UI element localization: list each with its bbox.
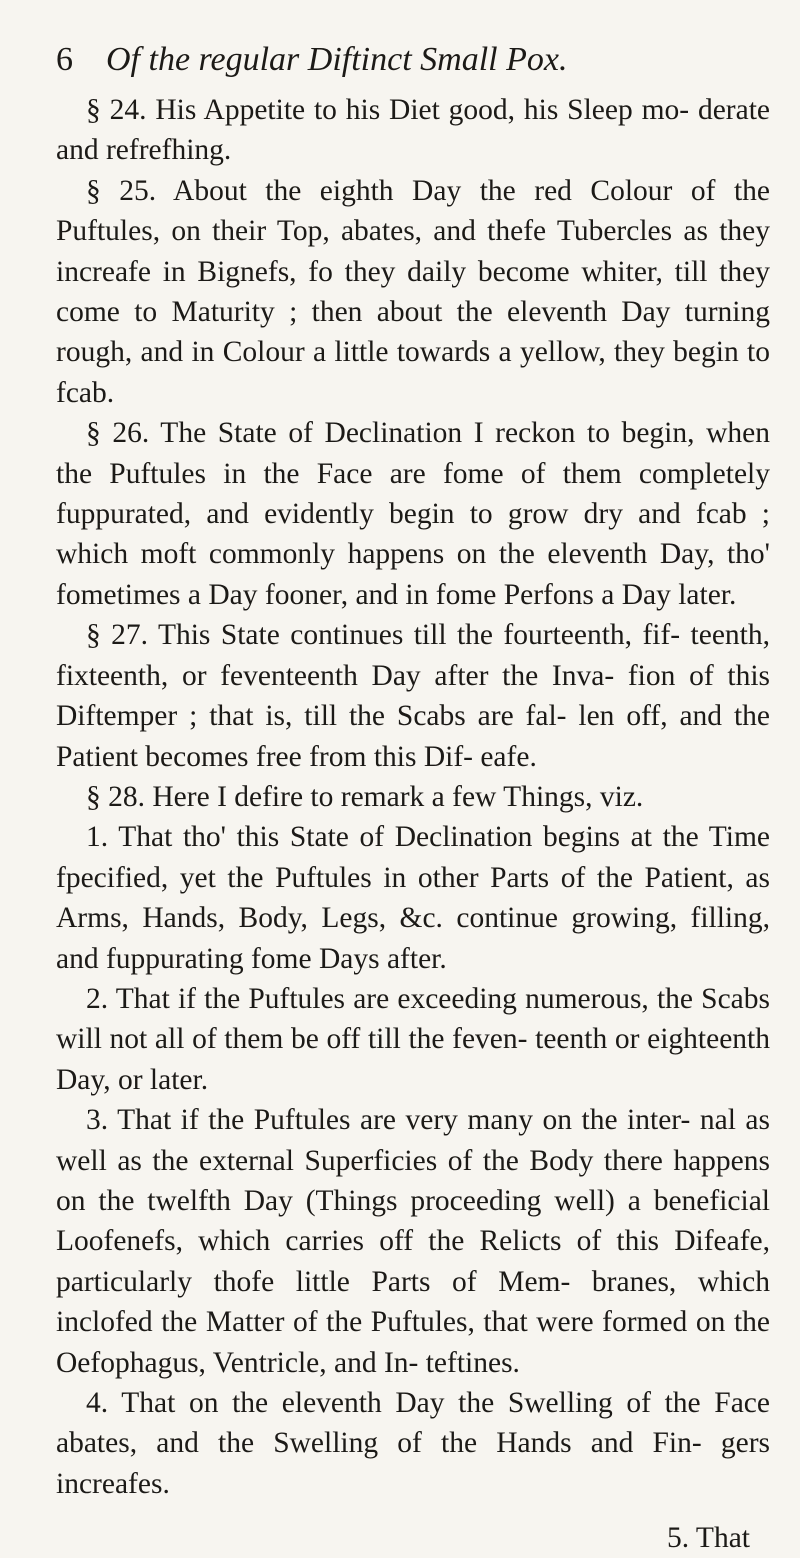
- catchword: 5. That: [666, 1522, 750, 1555]
- remark-4: 4. That on the eleventh Day the Swelling of the Face abates, and the Swelling of the Hands and Fin- gers increafes.: [56, 1387, 770, 1500]
- remark-1: 1. That tho' this State of Declination begins at the Time fpecified, yet the Puftules in other Parts of the Patient, as Arms, Hands, Body, Legs, &c. continue growing, filling, and fuppurating fome Days after.: [56, 821, 770, 975]
- paragraph-28: § 28. Here I defire to remark a few Things, viz.: [86, 780, 644, 813]
- running-header: [56, 38, 770, 82]
- running-title: Of the regular Diftinct Small Pox.: [106, 41, 568, 78]
- remark-2: 2. That if the Puftules are exceeding numerous, the Scabs will not all of them be off till the feven- teenth or eighteenth Day, or later.: [56, 982, 770, 1096]
- remark-3: 3. That if the Puftules are very many on the inter- nal as well as the external Superficies of the Body there happens on the twelfth Day (Things proceeding well) a beneficial Loofenefs, which carries off the Relicts of this Difeafe, particularly thofe little Parts of Mem- branes, which inclofed the Matter of the Puftules, that were formed on the Oefophagus, Ventricle, and In- teftines.: [56, 1104, 770, 1379]
- paragraph-25: § 25. About the eighth Day the red Colour of the Puftules, on their Top, abates, and thefe Tubercles as they increafe in Bignefs, fo they daily become whiter, till they come to Maturity ; then about the eleventh Day turning rough, and in Colour a little towards a yellow, they begin to fcab.: [56, 174, 770, 409]
- body-text: [56, 90, 770, 1504]
- paragraph-26: § 26. The State of Declination I reckon to begin, when the Puftules in the Face are fome of them completely fuppurated, and evidently begin to grow dry and fcab ; which moft commonly happens on the eleventh Day, tho' fometimes a Day fooner, and in fome Perfons a Day later.: [56, 417, 770, 611]
- page-number: 6: [56, 41, 73, 78]
- paragraph-24: § 24. His Appetite to his Diet good, his Sleep mo- derate and refrefhing.: [56, 94, 770, 167]
- paragraph-27: § 27. This State continues till the fourteenth, fif- teenth, fixteenth, or feventeenth Day after the Inva- fion of this Diftemper ; that is, till the Scabs are fal- len off, and the Patient becomes free from this Dif- eafe.: [56, 619, 770, 773]
